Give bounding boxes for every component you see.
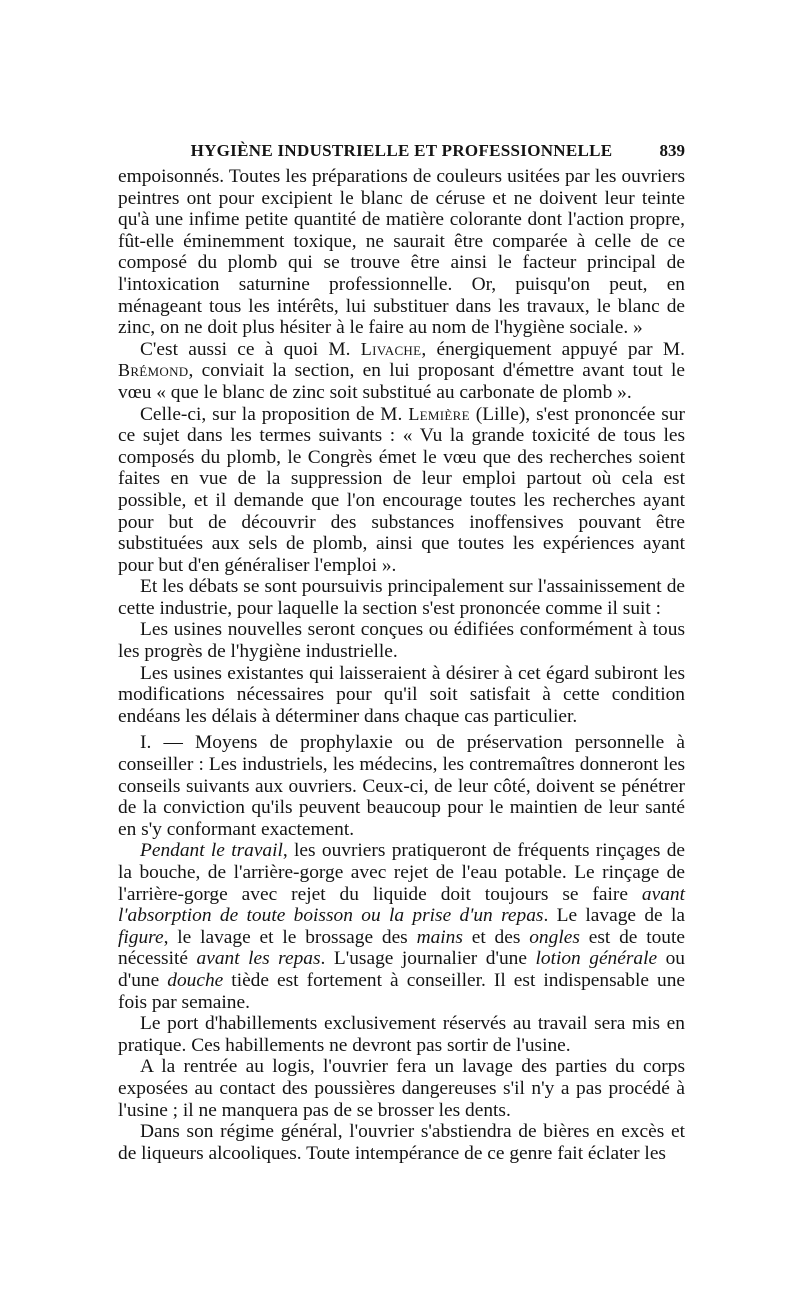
paragraph-8-text-5: est de toute nécessité	[118, 926, 685, 970]
paragraph-8-text-7: ou d'une	[118, 948, 685, 991]
paragraph-3	[118, 404, 685, 577]
paragraph-8-text-6: . L'usage journalier d'une	[320, 948, 536, 970]
paragraph-2-text-c: , conviait la section, en lui proposant d'émettre avant tout le vœu « que le blanc de zinc soit substitué au carbonate de plomb ».	[118, 360, 685, 403]
paragraph-8-text-1: , les ouvriers pratiqueront de fréquents rinçages de la bouche, de l'arrière-gorge avec rejet de l'eau potable. Le rinçage de l'arrière-gorge avec rejet du liquide doit toujours se faire	[118, 840, 685, 905]
running-header	[118, 137, 685, 165]
paragraph-8-text-2: . Le lavage de la	[543, 905, 685, 927]
paragraph-10: A la rentrée au logis, l'ouvrier fera un lavage des parties du corps exposées au contact des poussières dangereuses s'il n'y a pas procédé à l'usine ; il ne manquera pas de se brosser les dents.	[118, 1056, 685, 1121]
italic-mains: mains	[416, 926, 463, 948]
italic-ongles: ongles	[529, 926, 580, 948]
italic-lotion-generale: lotion générale	[535, 948, 658, 970]
person-name-lemiere: Lemière	[408, 403, 470, 424]
paragraph-2-text-a: C'est aussi ce à quoi M.	[140, 338, 361, 360]
running-title: HYGIÈNE INDUSTRIELLE ET PROFESSIONNELLE	[190, 141, 613, 160]
paragraph-9: Le port d'habillements exclusivement réservés au travail sera mis en pratique. Ces habillements ne devront pas sortir de l'usine.	[118, 1013, 685, 1056]
paragraph-8-text-8: tiède est fortement à conseiller. Il est indispensable une fois par semaine.	[118, 969, 685, 1013]
person-name-bremond: Brémond	[118, 360, 189, 381]
paragraph-7-section-I: I. — Moyens de prophylaxie ou de préservation personnelle à conseiller : Les industriels, les médecins, les contremaîtres donneront les conseils suivants aux ouvriers. Ceux-ci, de leur côté, doivent se pénétrer de la conviction qu'ils peuvent beaucoup pour le maintien de leur santé en s'y conformant exactement.	[118, 732, 685, 840]
paragraph-8	[118, 840, 685, 1013]
paragraph-2	[118, 339, 685, 404]
paragraph-1: empoisonnés. Toutes les préparations de couleurs usitées par les ouvriers peintres ont pour excipient le blanc de céruse et ne doivent leur teinte qu'à une infime petite quantité de matière colorante dont l'action propre, fût-elle éminemment toxique, ne saurait être comparée à celle de ce composé du plomb qui se trouve être ainsi le facteur principal de l'intoxication saturnine professionnelle. Or, puisqu'on peut, en ménageant tous les intérêts, lui substituer dans les travaux, le blanc de zinc, on ne doit plus hésiter à le faire au nom de l'hygiène sociale. »	[118, 166, 685, 339]
italic-figure: figure	[118, 926, 164, 948]
paragraph-5: Les usines nouvelles seront conçues ou édifiées conformément à tous les progrès de l'hygiène industrielle.	[118, 619, 685, 663]
paragraph-2-text-b: , énergiquement appuyé par M.	[421, 338, 686, 360]
italic-avant-absorption: avant l'absorption de toute boisson ou la prise d'un repas	[118, 883, 685, 927]
page-number: 839	[659, 141, 685, 160]
paragraph-3-text-b: (Lille), s'est prononcée sur ce sujet dans les termes suivants : « Vu la grande toxicité de tous les composés du plomb, le Congrès émet le vœu que des recherches soient faites en vue de la suppression de leur emploi partout où cela est possible, et il demande que l'on encourage toutes les recherches ayant pour but de découvrir des substances inoffensives pouvant être substituées aux sels de plomb, ainsi que toutes les expériences ayant pour but d'en généraliser l'emploi ».	[118, 403, 685, 576]
paragraph-4: Et les débats se sont poursuivis principalement sur l'assainissement de cette industrie, pour laquelle la section s'est prononcée comme il suit :	[118, 576, 685, 619]
paragraph-3-text-a: Celle-ci, sur la proposition de M.	[140, 403, 409, 425]
italic-avant-les-repas: avant les repas	[196, 948, 321, 970]
paragraph-8-text-3: , le lavage et le brossage des	[163, 926, 417, 948]
italic-pendant-le-travail: Pendant le travail	[140, 840, 283, 862]
paragraph-11: Dans son régime général, l'ouvrier s'abstiendra de bières en excès et de liqueurs alcooliques. Toute intempérance de ce genre fait éclater les	[118, 1121, 685, 1164]
paragraph-8-text-4: et des	[462, 926, 530, 948]
paragraph-6: Les usines existantes qui laisseraient à désirer à cet égard subiront les modifications nécessaires pour qu'il soit satisfait à cette condition endéans les délais à déterminer dans chaque cas particulier.	[118, 662, 685, 727]
italic-douche: douche	[167, 969, 224, 991]
person-name-livache: Livache	[360, 338, 422, 359]
page-body	[118, 166, 685, 1164]
